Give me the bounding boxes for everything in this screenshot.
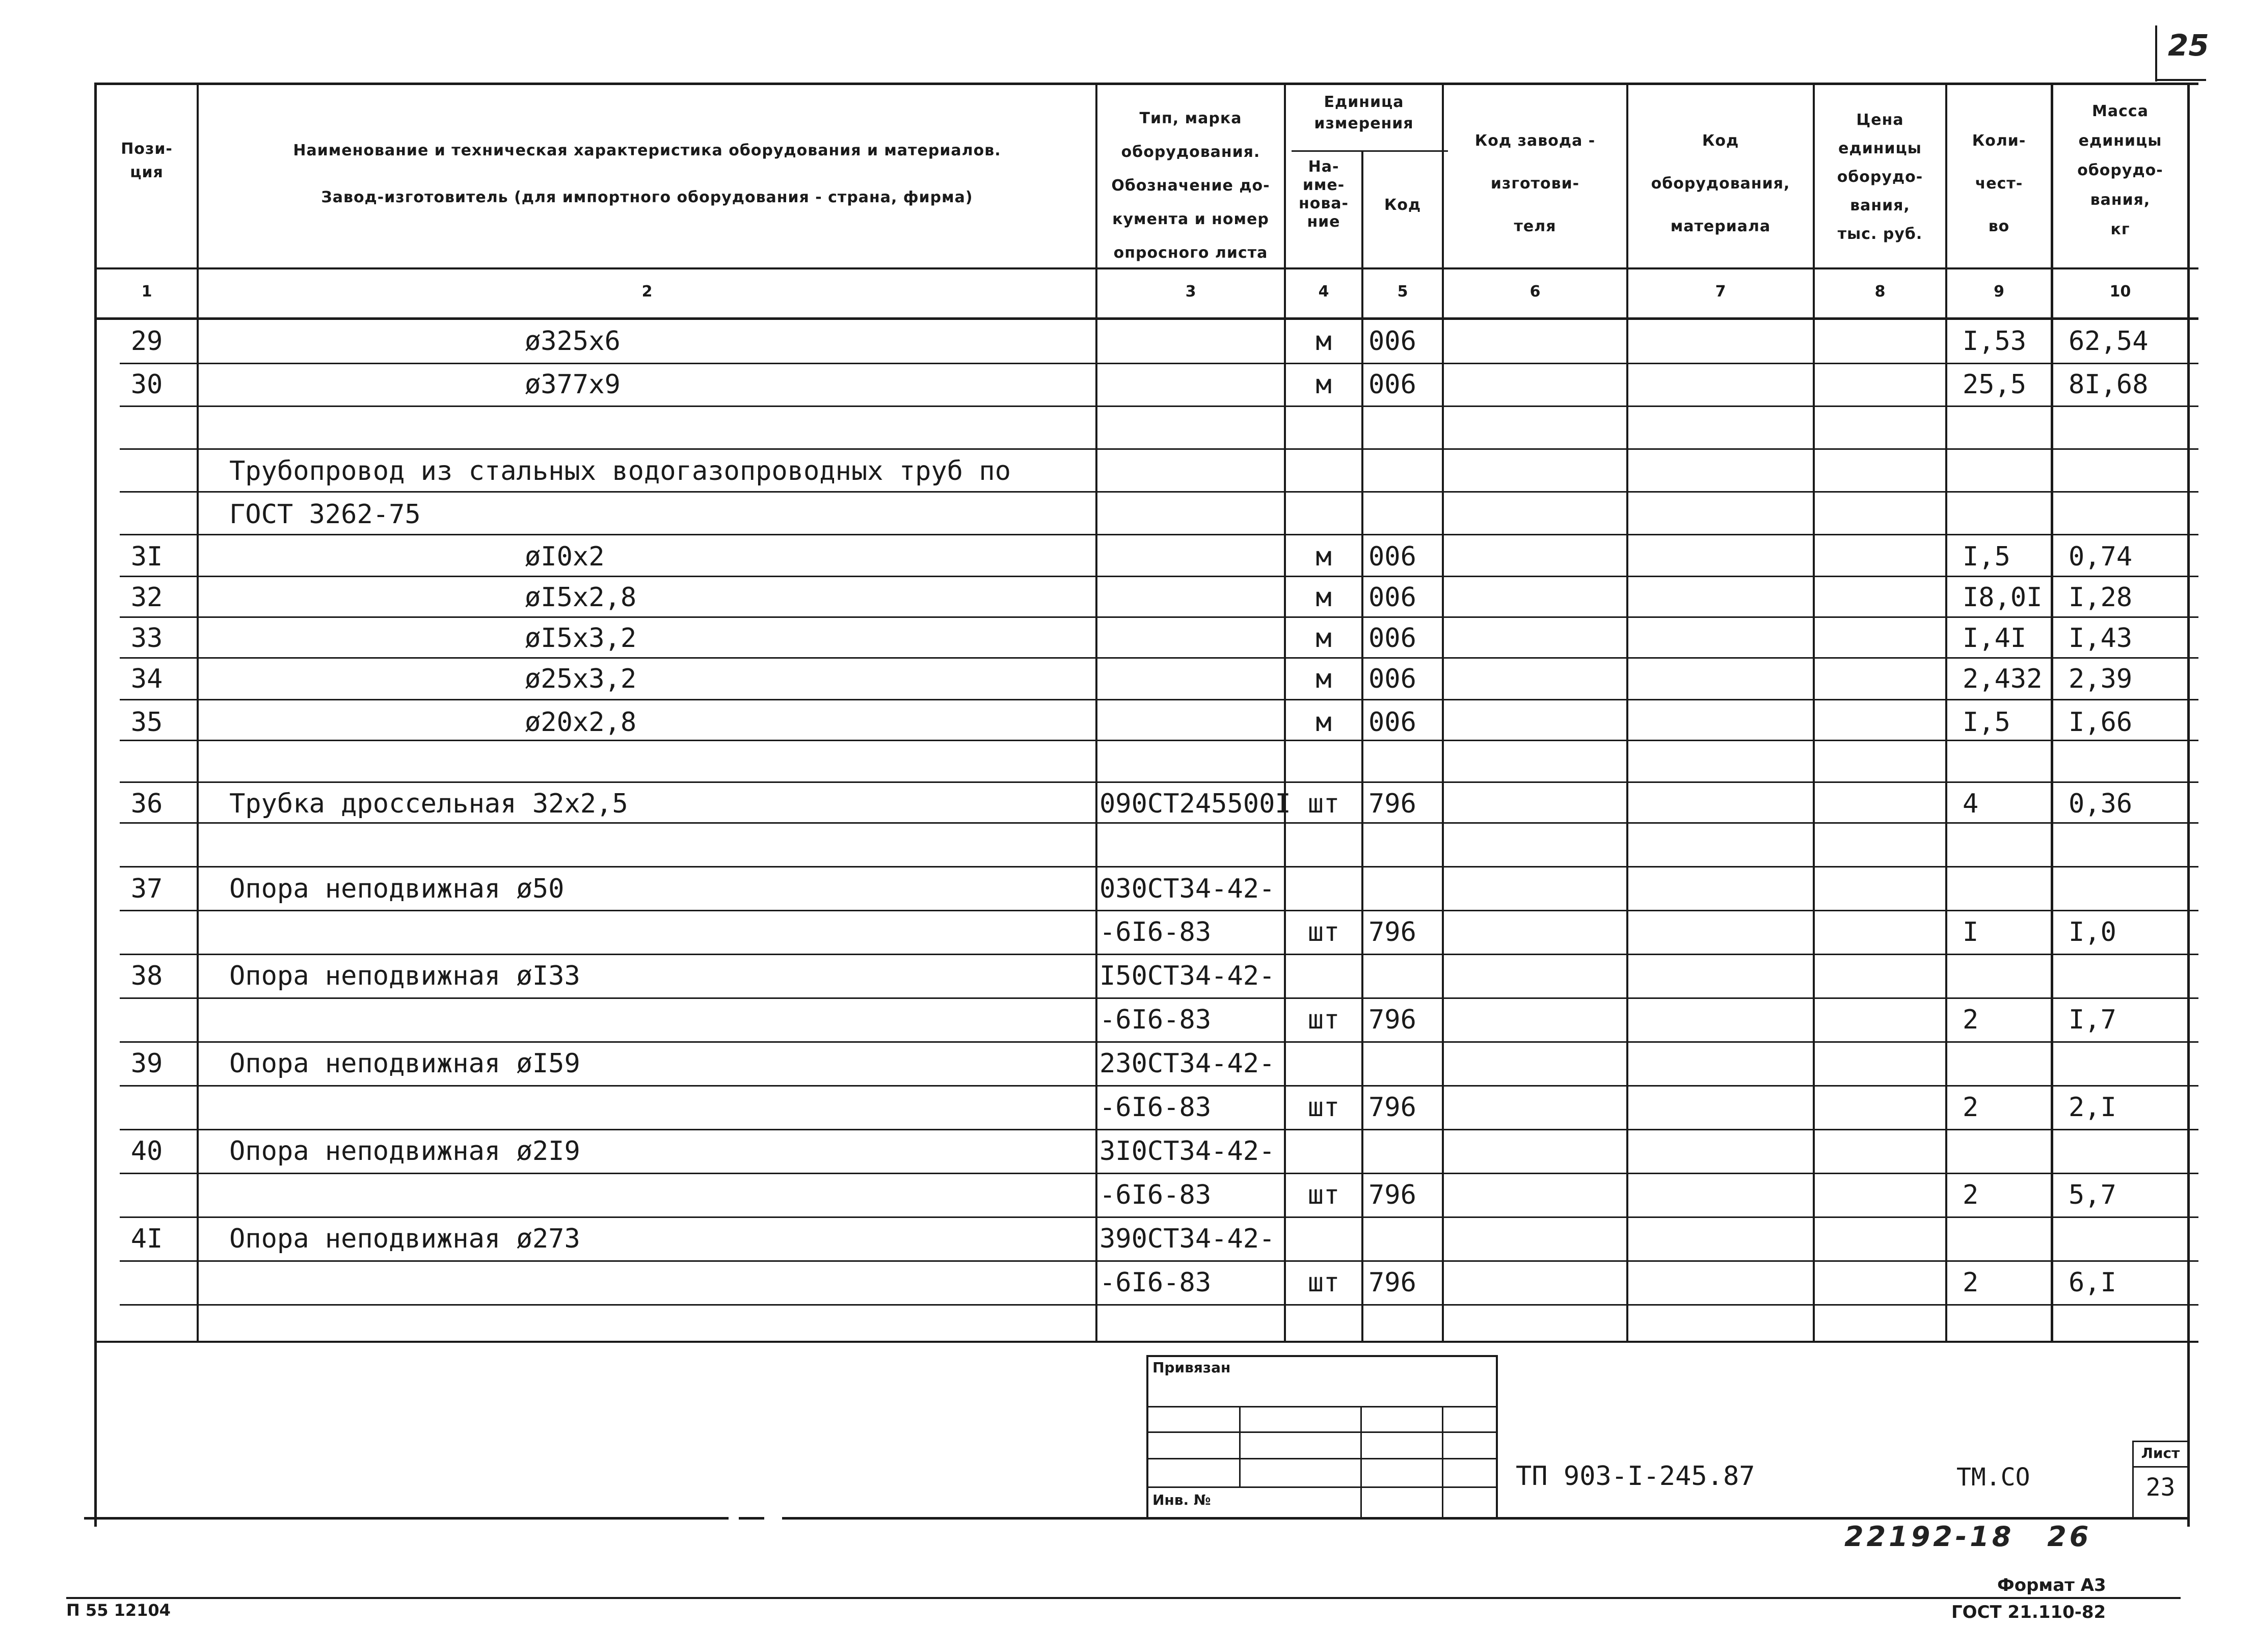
- cell-pos: 38: [130, 961, 163, 991]
- header-unit-code: Код: [1384, 196, 1421, 214]
- colnum-8: 8: [1874, 283, 1886, 301]
- cell-mass: 8I,68: [2069, 369, 2149, 400]
- stamp-privyazan: Привязан: [1152, 1359, 1231, 1376]
- cell-unit: м: [1316, 326, 1332, 357]
- cell-name: ø377х9: [525, 369, 621, 400]
- cell-name: Трубопровод из стальных водогазопроводных труб по: [229, 456, 1011, 486]
- cell-unit: м: [1316, 369, 1332, 400]
- colnum-3: 3: [1185, 283, 1196, 301]
- cell-code: 796: [1368, 917, 1416, 947]
- cell-qty: I,5: [1963, 541, 2010, 572]
- cell-code: 006: [1368, 369, 1416, 400]
- cell-pos: 32: [130, 582, 163, 613]
- cell-unit: м: [1316, 582, 1332, 613]
- cell-pos: 29: [130, 326, 163, 357]
- cell-mass: I,7: [2069, 1005, 2116, 1035]
- header-equipment-code: Код оборудования, материала: [1651, 132, 1790, 235]
- cell-mass: I,28: [2069, 582, 2133, 613]
- colnum-9: 9: [1994, 283, 2004, 301]
- cell-qty: 2,432: [1963, 664, 2043, 694]
- header-name: Наименование и техническая характеристика оборудования и материалов. Завод-изготовитель (для импортного оборудования - страна, фирма): [293, 142, 1001, 206]
- header-type: Тип, марка оборудования. Обозначение до- кумента и номер опросного листа: [1111, 110, 1270, 262]
- cell-mass: 62,54: [2069, 326, 2149, 357]
- cell-code: 796: [1368, 1092, 1416, 1123]
- stamp-mark: ТМ.СО: [1956, 1463, 2030, 1492]
- cell-code: 006: [1368, 623, 1416, 654]
- header-position: Пози- ция: [121, 140, 173, 181]
- cell-mass: 2,I: [2069, 1092, 2116, 1123]
- stamp-doc-code: ТП 903-I-245.87: [1516, 1461, 1755, 1492]
- header-unit: Единица измерения: [1314, 93, 1414, 132]
- cell-pos: 35: [130, 707, 163, 738]
- cell-code: 796: [1368, 789, 1416, 819]
- cell-qty: 2: [1963, 1267, 1979, 1298]
- sheet-corner-number: 25: [2168, 28, 2209, 63]
- cell-pos: 40: [130, 1136, 163, 1167]
- cell-type: -6I6-83: [1099, 1092, 1212, 1123]
- cell-qty: 4: [1963, 789, 1979, 819]
- cell-type: -6I6-83: [1099, 917, 1212, 947]
- cell-type: 390СТ34-42-: [1099, 1224, 1275, 1254]
- cell-unit: м: [1316, 707, 1332, 738]
- cell-unit: шт: [1307, 789, 1340, 819]
- cell-unit: шт: [1307, 1180, 1340, 1210]
- cell-mass: 0,74: [2069, 541, 2133, 572]
- cell-mass: 6,I: [2069, 1267, 2116, 1298]
- cell-name: Опора неподвижная ø2I9: [229, 1136, 580, 1167]
- cell-name: ø325х6: [525, 326, 621, 357]
- cell-qty: I8,0I: [1963, 582, 2043, 613]
- cell-unit: м: [1316, 664, 1332, 694]
- cell-code: 006: [1368, 582, 1416, 613]
- cell-type: I50СТ34-42-: [1099, 961, 1275, 991]
- cell-name: ø25х3,2: [525, 664, 637, 694]
- stamp-list-label: Лист: [2141, 1445, 2180, 1461]
- cell-name: øI0х2: [525, 541, 605, 572]
- cell-pos: 39: [130, 1048, 163, 1079]
- cell-unit: шт: [1307, 1267, 1340, 1298]
- cell-code: 006: [1368, 541, 1416, 572]
- cell-pos: 4I: [130, 1224, 163, 1254]
- cell-unit: шт: [1307, 1005, 1340, 1035]
- header-factory-code: Код завода - изготови- теля: [1474, 132, 1596, 235]
- colnum-2: 2: [641, 283, 653, 301]
- cell-name: Опора неподвижная øI33: [229, 961, 580, 991]
- cell-qty: I,5: [1963, 707, 2010, 738]
- cell-type: 030СТ34-42-: [1099, 874, 1275, 904]
- colnum-7: 7: [1715, 283, 1726, 301]
- footer-format: Формат А3: [1997, 1575, 2106, 1595]
- cell-name: øI5х3,2: [525, 623, 637, 654]
- cell-qty: I: [1963, 917, 1979, 947]
- cell-pos: 3I: [130, 541, 163, 572]
- cell-name: Трубка дроссельная 32х2,5: [229, 789, 628, 819]
- cell-qty: I,4I: [1963, 623, 2027, 654]
- cell-type: 090СТ245500I: [1099, 789, 1291, 819]
- cell-pos: 36: [130, 789, 163, 819]
- cell-type: -6I6-83: [1099, 1267, 1212, 1298]
- cell-mass: I,66: [2069, 707, 2133, 738]
- cell-code: 796: [1368, 1267, 1416, 1298]
- cell-qty: 25,5: [1963, 369, 2027, 400]
- cell-type: -6I6-83: [1099, 1180, 1212, 1210]
- cell-pos: 37: [130, 874, 163, 904]
- cell-code: 006: [1368, 326, 1416, 357]
- cell-unit: шт: [1307, 917, 1340, 947]
- cell-qty: I,53: [1963, 326, 2027, 357]
- footer-left-code: П 55 12104: [66, 1601, 171, 1620]
- colnum-4: 4: [1318, 283, 1329, 301]
- cell-name: Опора неподвижная ø50: [229, 874, 565, 904]
- cell-name: øI5х2,8: [525, 582, 637, 613]
- cell-pos: 33: [130, 623, 163, 654]
- cell-code: 796: [1368, 1005, 1416, 1035]
- header-unit-name: На- име- нова- ние: [1298, 158, 1349, 231]
- cell-mass: 0,36: [2069, 789, 2133, 819]
- colnum-5: 5: [1397, 283, 1408, 301]
- handwritten-archive-number: 22192-18 26: [1844, 1521, 2092, 1553]
- cell-type: -6I6-83: [1099, 1005, 1212, 1035]
- cell-pos: 30: [130, 369, 163, 400]
- cell-name: ø20х2,8: [525, 707, 637, 738]
- header-mass: Масса единицы оборудо- вания, кг: [2077, 102, 2163, 238]
- header-price: Цена единицы оборудо- вания, тыс. руб.: [1837, 111, 1923, 243]
- colnum-10: 10: [2109, 283, 2131, 301]
- cell-unit: м: [1316, 541, 1332, 572]
- cell-code: 796: [1368, 1180, 1416, 1210]
- colnum-6: 6: [1529, 283, 1541, 301]
- cell-type: 3I0СТ34-42-: [1099, 1136, 1275, 1167]
- cell-name: Опора неподвижная øI59: [229, 1048, 580, 1079]
- colnum-1: 1: [141, 283, 152, 301]
- cell-unit: м: [1316, 623, 1332, 654]
- cell-code: 006: [1368, 707, 1416, 738]
- cell-name: ГОСТ 3262-75: [229, 499, 421, 530]
- cell-code: 006: [1368, 664, 1416, 694]
- footer-gost: ГОСТ 21.110-82: [1951, 1602, 2106, 1622]
- cell-unit: шт: [1307, 1092, 1340, 1123]
- cell-type: 230СТ34-42-: [1099, 1048, 1275, 1079]
- cell-qty: 2: [1963, 1180, 1979, 1210]
- header-quantity: Коли- чест- во: [1972, 132, 2026, 235]
- cell-mass: I,0: [2069, 917, 2116, 947]
- cell-pos: 34: [130, 664, 163, 694]
- cell-qty: 2: [1963, 1005, 1979, 1035]
- cell-qty: 2: [1963, 1092, 1979, 1123]
- stamp-list-number: 23: [2145, 1473, 2176, 1502]
- cell-mass: 2,39: [2069, 664, 2133, 694]
- cell-mass: 5,7: [2069, 1180, 2116, 1210]
- cell-mass: I,43: [2069, 623, 2133, 654]
- stamp-inventory-number: Инв. №: [1152, 1492, 1211, 1508]
- cell-name: Опора неподвижная ø273: [229, 1224, 580, 1254]
